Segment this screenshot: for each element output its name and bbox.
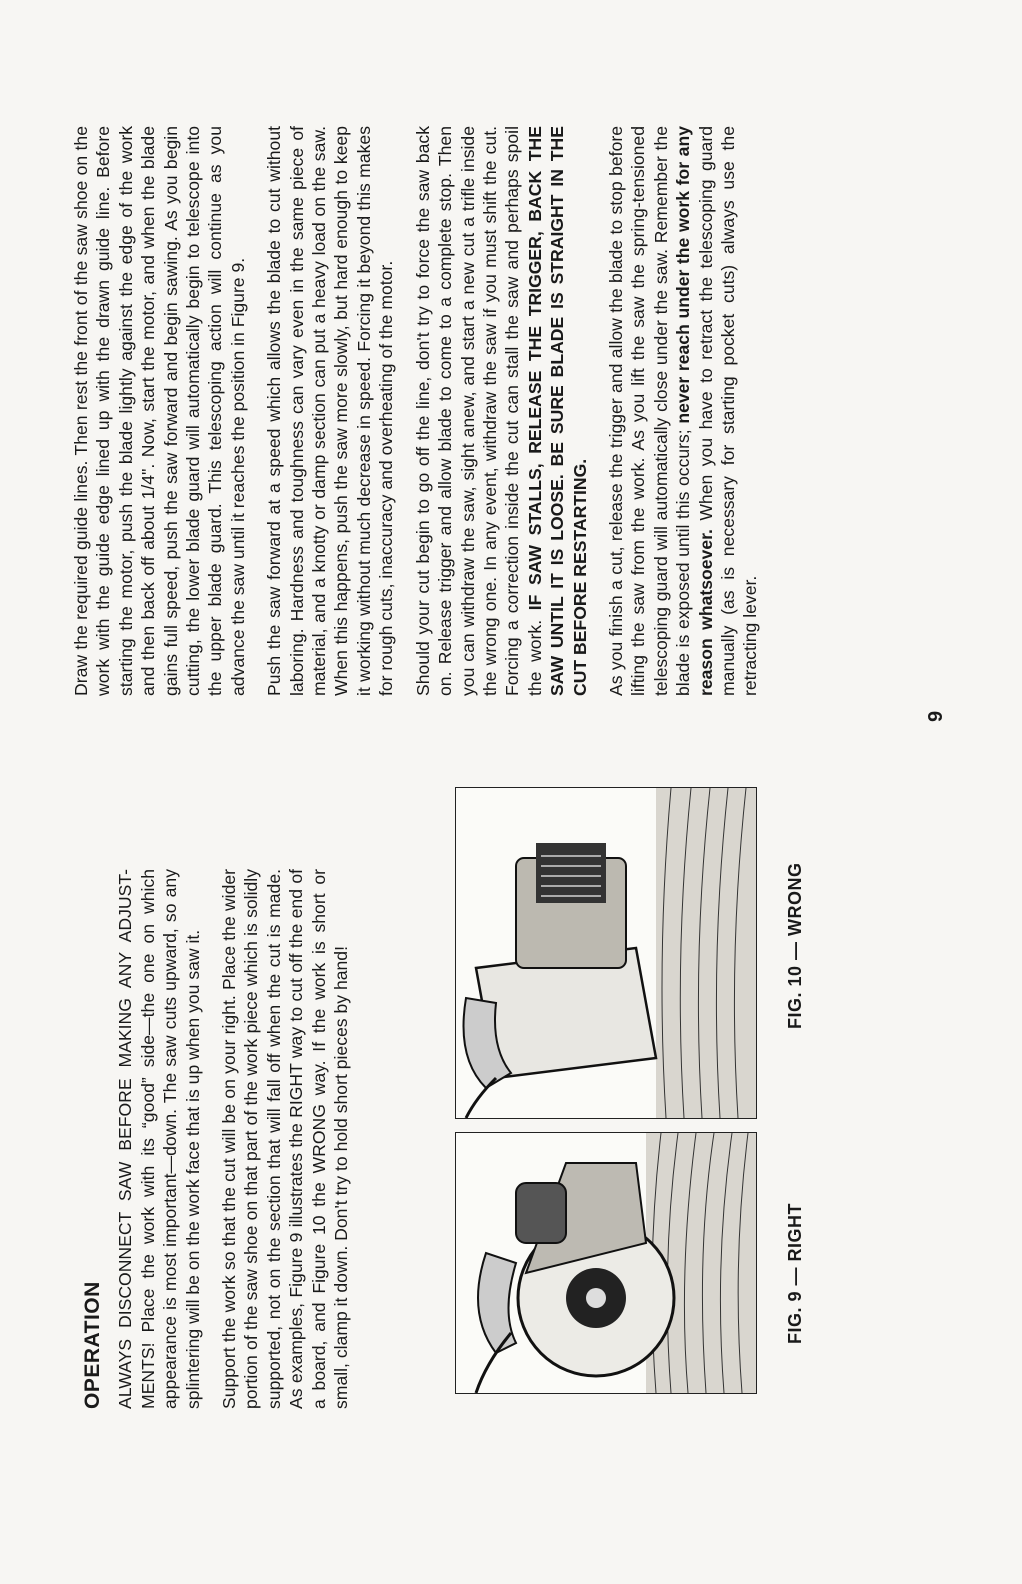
- section-heading: OPERATION: [81, 1281, 104, 1409]
- figure-10-caption: FIG. 10 — WRONG: [785, 862, 805, 1029]
- right-column: [70, 126, 776, 696]
- stall-warning: IF SAW STALLS, RELEASE THE TRIGGER, BACK THE SAW UNTIL IT IS LOOSE. BE SURE BLADE IS STRAIGHT IN THE CUT BEFORE RESTARTING.: [524, 126, 590, 696]
- saw-right-illustration: [456, 1133, 756, 1393]
- paragraph-push-saw: Push the saw forward at a speed which allows the blade to cut without laboring. Hardness and toughness can vary even in the same piece of material, and a knotty or damp section can put a heavy load on the saw. When this happens, push the saw more slowly, but hard enough to keep it working without much decrease in speed. Forcing it beyond this makes for rough cuts, inaccuracy and overheating of the motor.: [264, 126, 397, 696]
- paragraph-off-line: [412, 126, 591, 696]
- paragraph-off-line-text: Should your cut begin to go off the line, don't try to force the saw back on. Release trigger and allow blade to come to a complete stop. Then you can withdraw the saw, sight anew, and start a new cut a trifle inside the wrong one. In any event, withdraw the saw if you must shift the cut. Forcing a correction inside the cut can stall the saw and perhaps spoil the work.: [412, 126, 545, 696]
- finish-cut-text-a: As you finish a cut, release the trigger and allow the blade to stop before lifting the saw from the work. As you lift the saw the spring-tensioned telescoping guard will automatically close under the saw. Remember the blade is exposed until this occurs;: [605, 126, 694, 696]
- page-number: 9: [925, 710, 947, 722]
- paragraph-finish-cut: [605, 126, 762, 696]
- paragraph-guide-lines: Draw the required guide lines. Then rest the front of the saw shoe on the work with the guide edge lined up with the drawn guide line. Before starting the motor, push the blade lightly against the edge of the work and then back off about 1/4". Now, start the motor, and when the blade gains full speed, push the saw forward and begin sawing. As you begin cutting, the lower blade guard will automatically begin to telescope into the upper blade guard. This telescoping action will continue as you advance the saw until it reaches the position in Figure 9.: [71, 126, 248, 696]
- saw-wrong-illustration: [456, 788, 756, 1118]
- figure-9-illustration: [455, 1132, 757, 1394]
- figure-10-illustration: [455, 787, 757, 1119]
- paragraph-disconnect: ALWAYS DISCONNECT SAW BEFORE MAKING ANY ADJUST-MENTS! Place the work with its “good” side—the one on which appearance is most important—down. The saw cuts upward, so any splintering will be on the work face that is up when you saw it.: [115, 869, 203, 1409]
- left-column: [70, 869, 366, 1409]
- reach-under-warning: never reach under the work for any reason whatsoever.: [673, 125, 716, 696]
- paragraph-support: Support the work so that the cut will be on your right. Place the wider portion of the saw shoe on that part of the work piece which is solidly supported, not on the section that will fall off when the cut is made. As examples, Figure 9 illustrates the RIGHT way to cut off the end of a board, and Figure 10 the WRONG way. If the work is short or small, clamp it down. Don't try to hold short pieces by hand!: [219, 869, 352, 1409]
- figure-9-caption: FIG. 9 — RIGHT: [785, 1202, 805, 1344]
- finish-cut-text-b: When you have to retract the telescoping guard manually (as is necessary for starting pocket cuts) always use the retracting lever.: [695, 126, 761, 696]
